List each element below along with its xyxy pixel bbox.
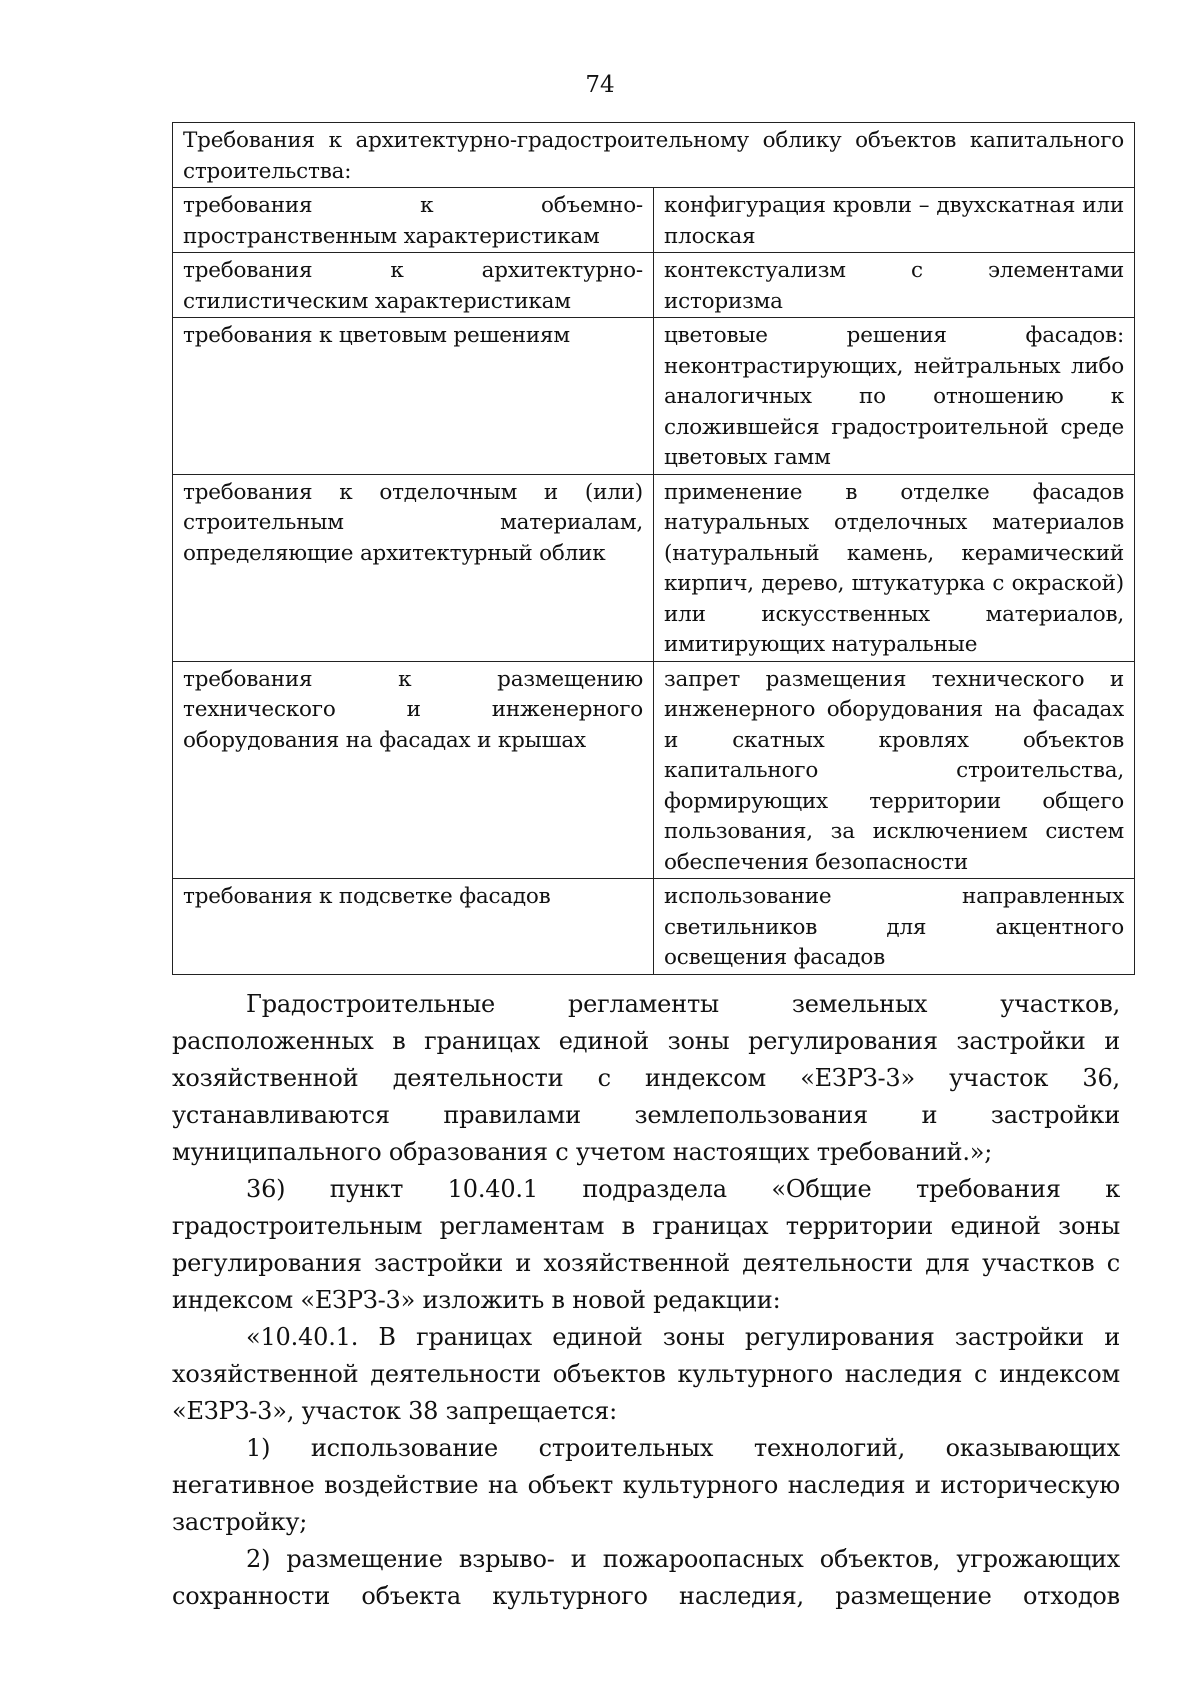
requirements-table xyxy=(172,122,1135,975)
body-text xyxy=(172,986,1120,1615)
requirement-label: требования к подсветке фасадов xyxy=(173,879,654,975)
page-number: 74 xyxy=(585,72,615,98)
requirement-value: использование направленных светильников для акцентного освещения фасадов xyxy=(654,879,1135,975)
requirement-value: запрет размещения технического и инженерного оборудования на фасадах и скатных кровлях объектов капитального строительства, формирующих территории общего пользования, за исключением систем обеспечения безопасности xyxy=(654,661,1135,879)
table-row xyxy=(173,253,1135,318)
requirement-label: требования к объемно-пространственным характеристикам xyxy=(173,188,654,253)
paragraph: 2) размещение взрыво- и пожароопасных объектов, угрожающих сохранности объекта культурного наследия, размещение отходов xyxy=(172,1545,1120,1610)
table-row xyxy=(173,188,1135,253)
paragraph: Градостроительные регламенты земельных участков, расположенных в границах единой зоны регулирования застройки и хозяйственной деятельности с индексом «ЕЗРЗ-3» участок 36, устанавливаются правилами землепользования и застройки муниципального образования с учетом настоящих требований.»; xyxy=(172,990,1120,1166)
requirement-label: требования к отделочным и (или) строительным материалам, определяющие архитектурный облик xyxy=(173,474,654,661)
table-row xyxy=(173,879,1135,975)
table-header: Требования к архитектурно-градостроительному облику объектов капитального строительства: xyxy=(173,123,1135,188)
requirement-label: требования к архитектурно-стилистическим характеристикам xyxy=(173,253,654,318)
requirement-label: требования к размещению технического и инженерного оборудования на фасадах и крышах xyxy=(173,661,654,879)
table-row xyxy=(173,318,1135,475)
requirement-label: требования к цветовым решениям xyxy=(173,318,654,475)
table-header-row xyxy=(173,123,1135,188)
requirement-value: применение в отделке фасадов натуральных отделочных материалов (натуральный камень, керамический кирпич, дерево, штукатурка с окраской) или искусственных материалов, имитирующих натуральные xyxy=(654,474,1135,661)
paragraph: 1) использование строительных технологий, оказывающих негативное воздействие на объект культурного наследия и историческую застройку; xyxy=(172,1434,1120,1536)
paragraph: 36) пункт 10.40.1 подраздела «Общие требования к градостроительным регламентам в границах территории единой зоны регулирования застройки и хозяйственной деятельности для участков с индексом «ЕЗРЗ-3» изложить в новой редакции: xyxy=(172,1175,1120,1314)
paragraph: «10.40.1. В границах единой зоны регулирования застройки и хозяйственной деятельности объектов культурного наследия с индексом «ЕЗРЗ-3», участок 38 запрещается: xyxy=(172,1323,1120,1425)
table-row xyxy=(173,661,1135,879)
requirement-value: конфигурация кровли – двухскатная или плоская xyxy=(654,188,1135,253)
requirement-value: контекстуализм с элементами историзма xyxy=(654,253,1135,318)
requirement-value: цветовые решения фасадов: неконтрастирующих, нейтральных либо аналогичных по отношению к сложившейся градостроительной среде цветовых гамм xyxy=(654,318,1135,475)
table-row xyxy=(173,474,1135,661)
